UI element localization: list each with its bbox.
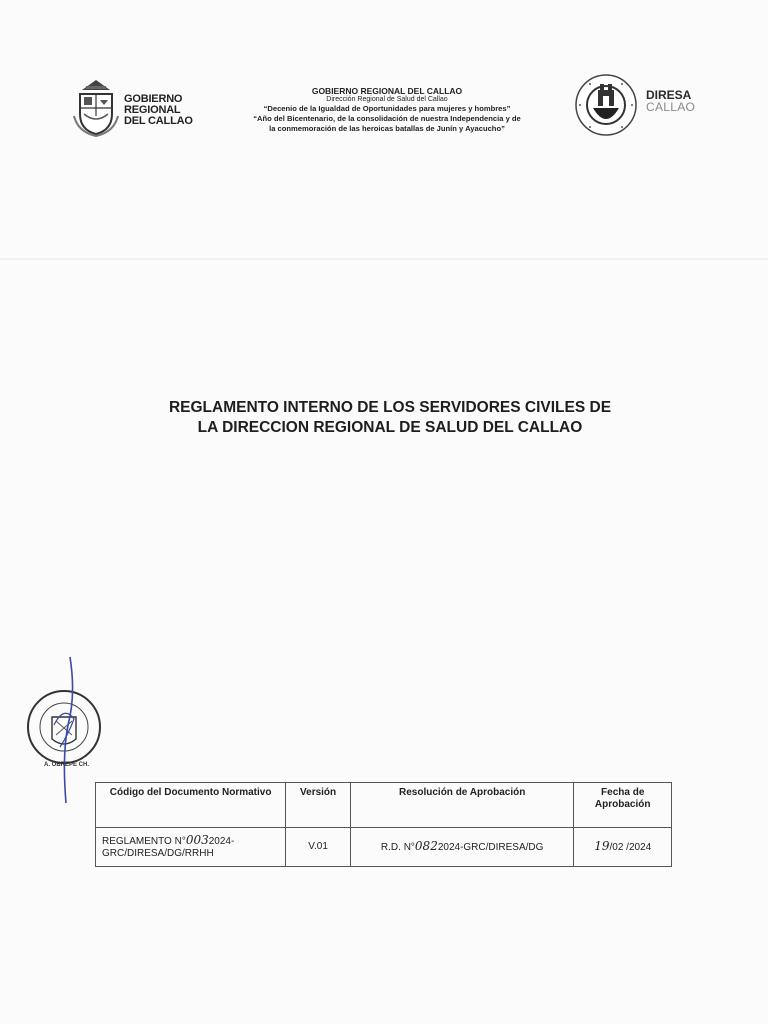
scan-artifact-line	[0, 258, 768, 260]
cell-version: V.01	[286, 828, 351, 867]
gobierno-regional-shield-icon	[72, 76, 122, 138]
table-row	[96, 828, 672, 867]
resolucion-handwritten-number: 082	[414, 839, 438, 853]
letterhead-decade-motto: “Decenio de la Igualdad de Oportunidades para mujeres y hombres”	[263, 104, 511, 113]
cell-codigo	[96, 828, 286, 867]
codigo-suffix: 2024-	[208, 836, 235, 847]
title-line-1: REGLAMENTO INTERNO DE LOS SERVIDORES CIVILES DE	[168, 399, 612, 416]
letterhead-institution: GOBIERNO REGIONAL DEL CALLAO	[311, 86, 463, 96]
letterhead-directorate: Dirección Regional de Salud del Callao	[326, 96, 448, 103]
document-title	[120, 398, 660, 438]
diresa-callao-logo	[570, 70, 710, 140]
cell-resolucion	[350, 828, 573, 867]
cell-fecha	[574, 828, 672, 867]
callao-label: CALLAO	[646, 100, 696, 114]
resolucion-prefix: R.D. N°	[380, 842, 415, 853]
gobierno-regional-logo	[72, 76, 192, 138]
letterhead	[200, 86, 574, 134]
header-codigo: Código del Documento Normativo	[96, 783, 286, 828]
diresa-seal-icon	[570, 70, 642, 142]
gobierno-regional-logo-text	[124, 94, 193, 127]
header-resolucion: Resolución de Aprobación	[350, 783, 573, 828]
fecha-handwritten-day: 19	[594, 839, 610, 853]
title-line-2: LA DIRECCION REGIONAL DE SALUD DEL CALLAO	[197, 419, 583, 436]
codigo-line-2: GRC/DIRESA/DG/RRHH	[102, 848, 214, 859]
header-fecha: Fecha de Aprobación	[574, 783, 672, 828]
header-version: Versión	[286, 783, 351, 828]
diresa-label: DIRESA	[646, 88, 692, 102]
logo-line-1: GOBIERNO	[124, 93, 183, 105]
letterhead-year-motto-2: la conmemoración de las heroicas batallas de Junín y Ayacucho”	[269, 124, 505, 133]
stamp-signer-name: A. OBREPE CH.	[44, 762, 90, 768]
resolucion-suffix: 2024-GRC/DIRESA/DG	[437, 842, 544, 853]
logo-line-3: DEL CALLAO	[124, 115, 193, 127]
codigo-handwritten-number: 003	[185, 833, 209, 847]
document-control-table	[95, 782, 672, 867]
letterhead-year-motto-1: “Año del Bicentenario, de la consolidación de nuestra Independencia y de	[253, 114, 521, 123]
fecha-suffix: /02 /2024	[609, 842, 652, 853]
codigo-prefix: REGLAMENTO N°	[102, 836, 186, 847]
table-header-row	[96, 783, 672, 828]
logo-line-2: REGIONAL	[124, 104, 181, 116]
